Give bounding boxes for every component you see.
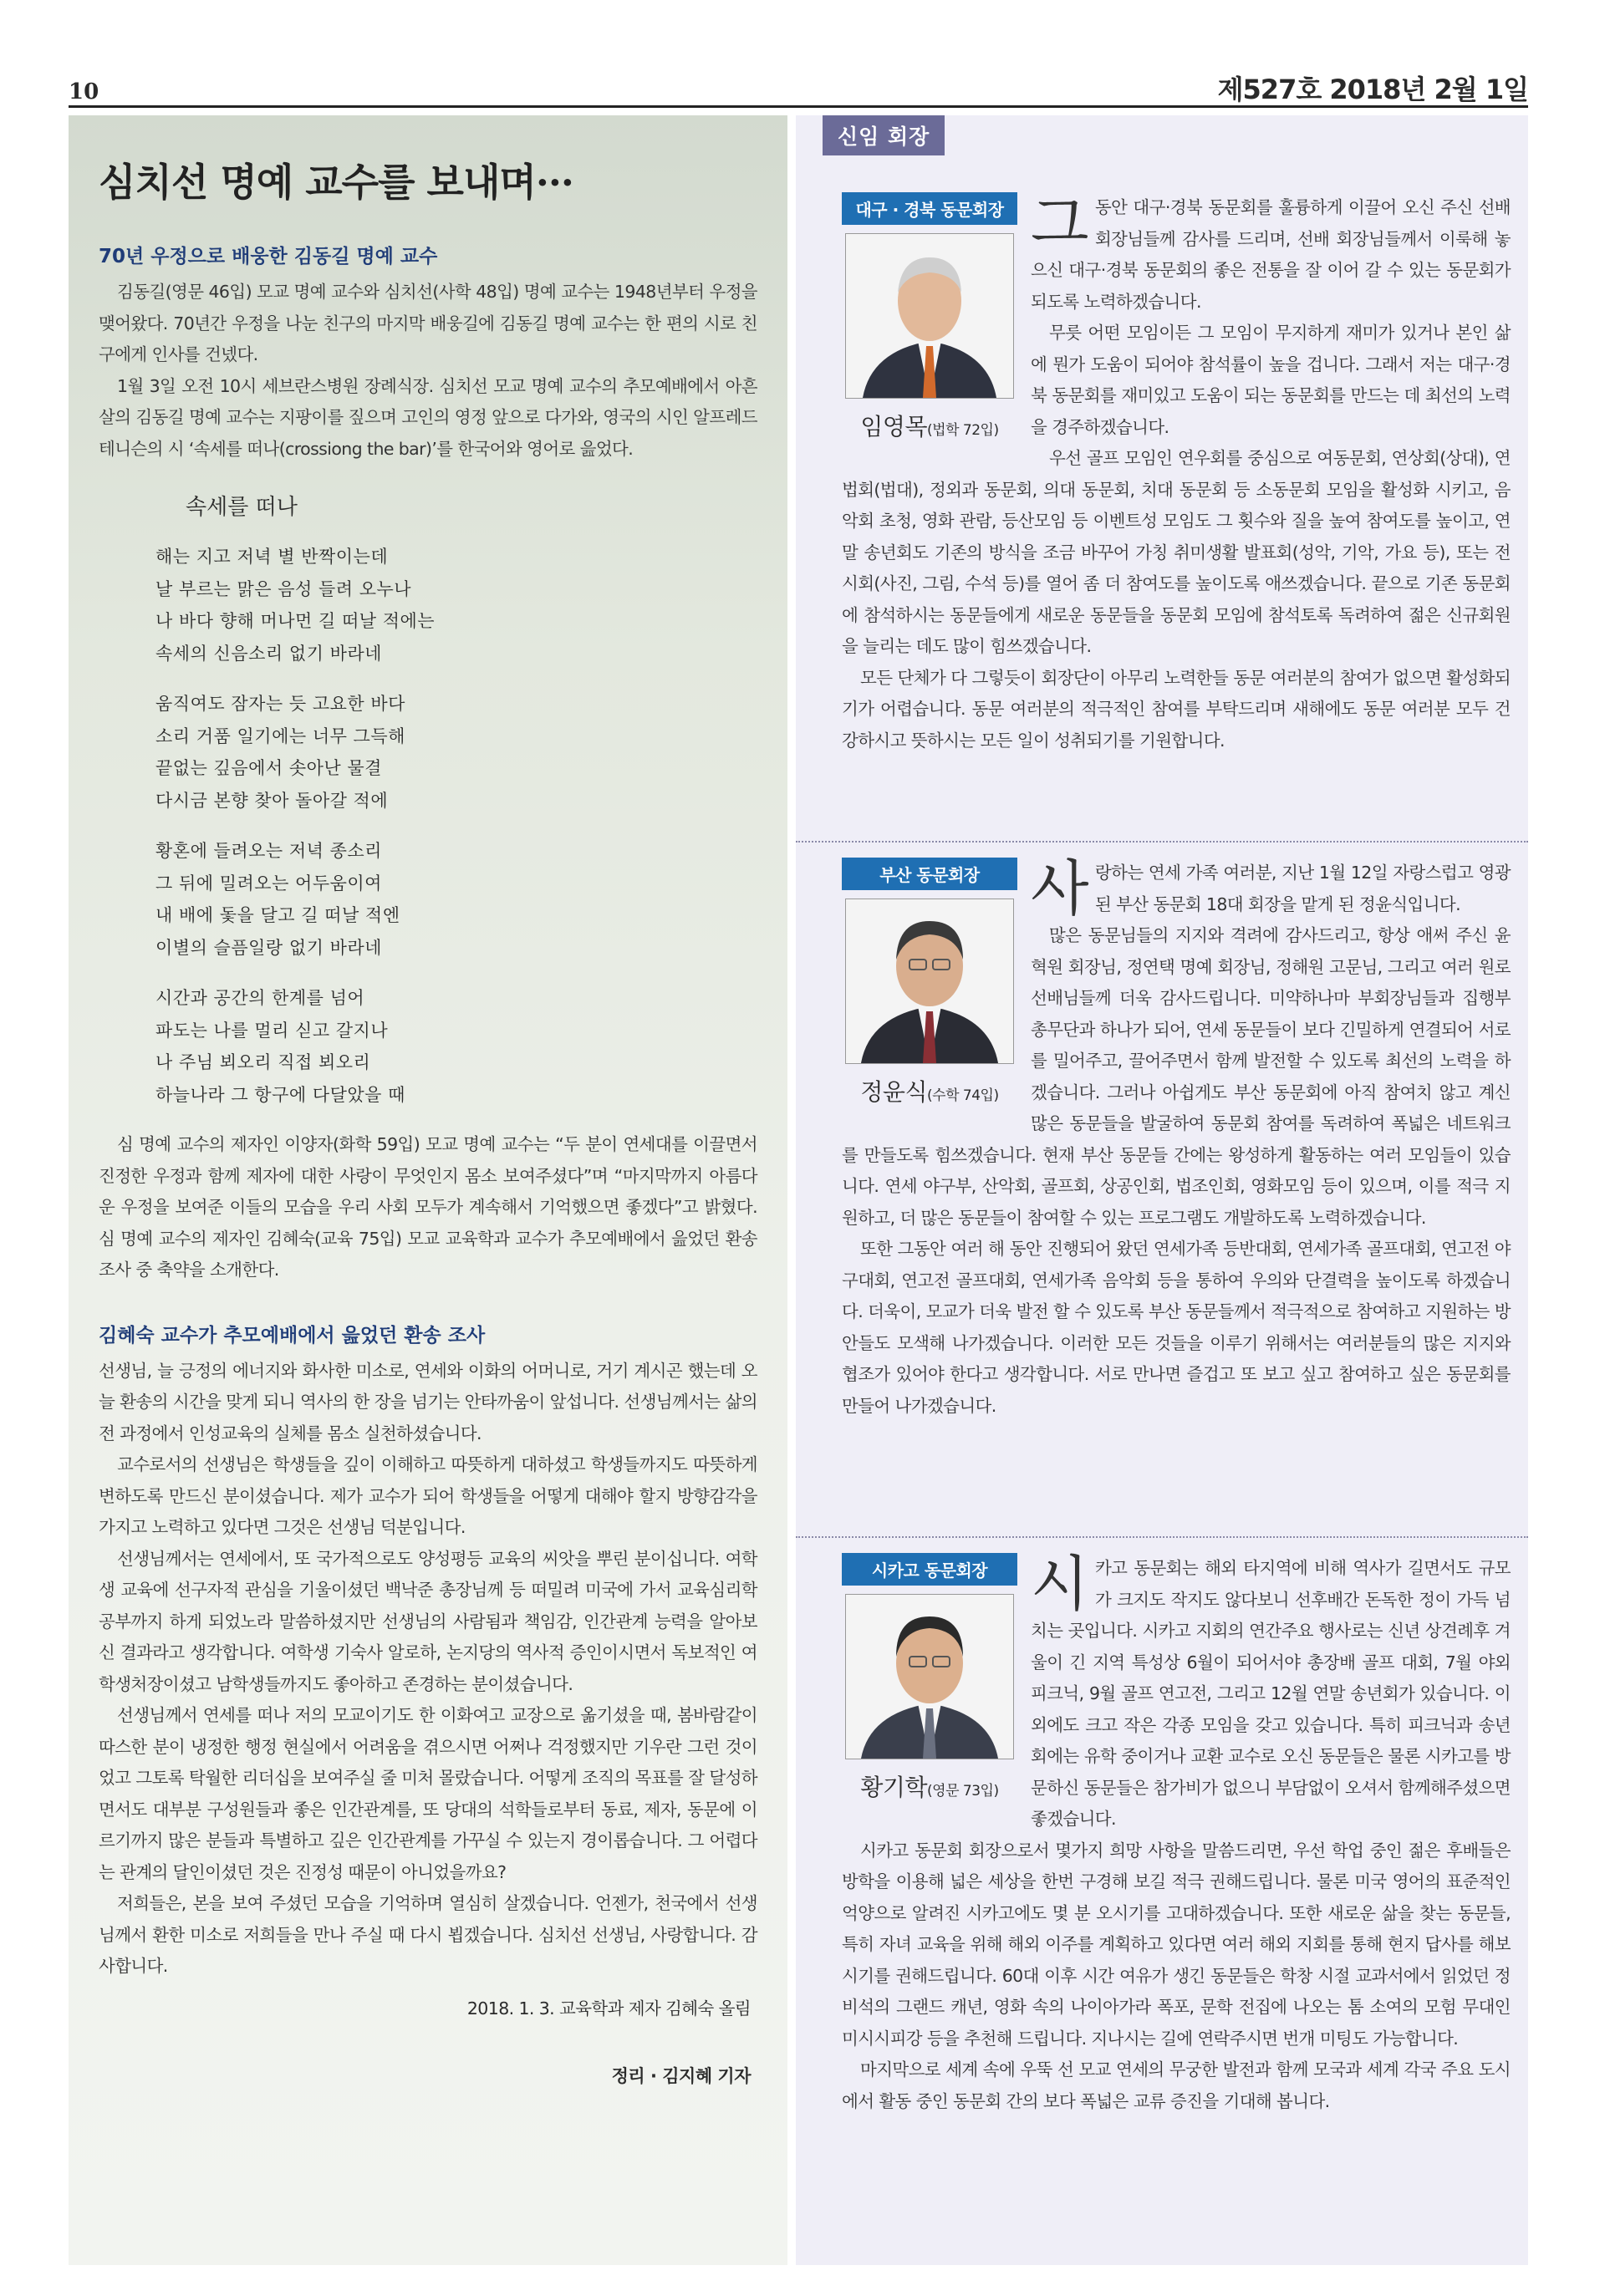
poem-line: 속세의 신음소리 없기 바라네	[155, 643, 382, 664]
article-paragraph: 또한 그동안 여러 해 동안 진행되어 왔던 연세가족 등반대회, 연세가족 골프대회, 연고전 야구대회, 연고전 골프대회, 연세가족 음악회 등을 통하여 우의와 단결력을 높이도록 하겠습니다. 더욱이, 모교가 더욱 발전 할 수 있도록 부산 동문들께서 적극적으로 참여하고 지원하는 방안들도 모색해 나가겠습니다. 이러한 모든 것들을 이루기 위해서는 여러분들의 많은 지지와 협조가 있어야 한다고 생각합니다. 서로 만나면 즐겁고 또 보고 싶고 참여하고 싶은 동문회를 만들어 나가겠습니다.	[842, 1239, 1511, 1416]
article-paragraph: 우선 골프 모임인 연우회를 중심으로 여동문회, 연상회(상대), 연법회(법대), 정외과 동문회, 의대 동문회, 치대 동문회 등 소동문회 모임을 활성화 시키고, 음악회 초청, 영화 관람, 등산모임 등 이벤트성 모임도 그 횟수와 질을 높여 참여도를 높이고, 연말 송년회도 기존의 방식을 조금 바꾸어 가칭 취미생활 발표회(성악, 기악, 가요 등), 또는 전시회(사진, 그림, 수석 등)를 열어 좀 더 참여도를 높이도록 애쓰겠습니다. 끝으로 기존 동문회에 참석하시는 동문들에게 새로운 동문들을 동문회 모임에 참석토록 독려하여 젊은 신규회원을 늘리는 데도 많이 힘쓰겠습니다.	[842, 448, 1511, 656]
person-meta: (영문 73입)	[927, 1783, 999, 1800]
after-poem-paragraph: 심 명예 교수의 제자인 이양자(화학 59입) 모교 명예 교수는 “두 분이 연세대를 이끌면서 진정한 우정과 함께 제자에 대한 사랑이 무엇인지 몸소 보여주셨다”며 “마지막까지 아름다운 우정을 보여준 이들의 모습을 우리 사회 모두가 계속해서 기억했으면 좋겠다”고 밝혔다. 심 명예 교수의 제자인 김혜숙(교육 75입) 모교 교육학과 교수가 추모예배에서 읊었던 환송 조사 중 축약을 소개한다.	[99, 1134, 757, 1280]
poem-stanza	[155, 688, 757, 817]
person-meta: (수학 74입)	[927, 1087, 999, 1104]
person-name-line	[842, 1769, 1017, 1803]
dropcap: 사	[1031, 853, 1088, 924]
poem-line: 황혼에 들려오는 저녁 종소리	[155, 841, 382, 861]
poem	[155, 490, 757, 1111]
person-name: 임영목	[860, 413, 928, 440]
poem-line: 파도는 나를 멀리 싣고 갈지나	[155, 1020, 389, 1041]
poem-line: 다시금 본향 찾아 돌아갈 적에	[155, 790, 389, 811]
poem-line: 날 부르는 맑은 음성 들려 오누나	[155, 578, 412, 599]
portrait-photo	[845, 1594, 1014, 1759]
reporter-credit: 정리 · 김지혜 기자	[611, 2065, 751, 2086]
paragraph-text: 동안 대구·경북 동문회를 훌륭하게 이끌어 오신 주신 선배 회장님들께 감사를 드리며, 선배 회장님들께서 이룩해 놓으신 대구·경북 동문회의 좋은 전통을 잘 이어 갈 수 있는 동문회가 되도록 노력하겠습니다.	[1031, 197, 1511, 312]
eulogy-paragraph: 저희들은, 본을 보여 주셨던 모습을 기억하며 열심히 살겠습니다. 언젠가, 천국에서 선생님께서 환한 미소로 저희들을 만나 주실 때 다시 뵙겠습니다. 심치선 선생님, 사랑합니다. 감사합니다.	[99, 1893, 757, 1976]
article-busan	[842, 853, 1511, 1422]
poem-line: 해는 지고 저녁 별 반짝이는데	[155, 547, 389, 567]
paragraph-text: 카고 동문회는 해외 타지역에 비해 역사가 길면서도 규모가 크지도 작지도 않다보니 선후배간 돈독한 정이 가득 넘치는 곳입니다. 시카고 지회의 연간주요 행사로는 신년 상견례후 겨울이 긴 지역 특성상 6월이 되어서야 총장배 골프 대회, 7월 야외 피크닉, 9월 골프 연고전, 그리고 12월 연말 송년회가 있습니다. 이외에도 크고 작은 각종 모임을 갖고 있습니다. 특히 피크닉과 송년회에는 유학 중이거나 교환 교수로 오신 동문들은 물론 시카고를 방문하신 동문들은 참가비가 없으니 부담없이 오셔서 함께해주셨으면 좋겠습니다.	[1031, 1558, 1511, 1829]
section-tag: 신임 회장	[823, 115, 945, 155]
poem-line: 나 바다 향해 머나먼 길 떠날 적에는	[155, 611, 436, 631]
issue-date: 제527호 2018년 2월 1일	[1217, 74, 1528, 105]
article-paragraph: 많은 동문님들의 지지와 격려에 감사드리고, 항상 애써 주신 윤혁원 회장님, 정연택 명예 회장님, 정해원 고문님, 그리고 여러 원로 선배님들께 더욱 감사드립니다. 미약하나마 부회장님들과 집행부 총무단과 하나가 되어, 연세 동문들이 보다 긴밀하게 연결되어 서로를 밀어주고, 끌어주면서 함께 발전할 수 있도록 최선의 노력을 하겠습니다. 그러나 아쉽게도 부산 동문회에 아직 참여치 않고 계신 많은 동문들을 발굴하여 동문회 참여를 독려하여 폭넓은 네트워크를 만들도록 힘쓰겠습니다. 현재 부산 동문들 간에는 왕성하게 활동하는 여러 모임들이 있습니다. 연세 야구부, 산악회, 골프회, 상공인회, 법조인회, 영화모임 등이 있으며, 이를 적극 지원하고, 더 많은 동문들이 참여할 수 있는 프로그램도 개발하도록 노력하겠습니다.	[842, 925, 1511, 1228]
poem-line: 끝없는 깊음에서 솟아난 물결	[155, 758, 382, 778]
article-paragraph: 시카고 동문회 회장으로서 몇가지 희망 사항을 말씀드리면, 우선 학업 중인 젊은 후배들은 방학을 이용해 넓은 세상을 한번 구경해 보길 적극 권해드립니다. 물론 미국 영어의 표준적인 억양으로 알려진 시카고에도 몇 분 오시기를 고대하겠습니다. 또한 새로운 삶을 찾는 동문들, 특히 자녀 교육을 위해 해외 이주를 계획하고 있다면 여러 해외 지회를 통해 현지 답사를 해보시기를 권해드립니다. 60대 이후 시간 여유가 생긴 동문들은 학창 시절 교과서에서 읽었던 정비석의 그랜드 캐년, 영화 속의 나이아가라 폭포, 문학 전집에 나오는 톰 소여의 모험 무대인 미시시피강 등을 추천해 드립니다. 지나시는 길에 연락주시면 번개 미팅도 가능합니다.	[842, 1840, 1511, 2049]
profile-box	[842, 192, 1017, 442]
profile-box	[842, 1553, 1017, 1803]
header-rule	[69, 105, 1528, 108]
poem-line: 하늘나라 그 항구에 다달았을 때	[155, 1084, 405, 1105]
poem-stanza	[155, 982, 757, 1111]
paragraph-text: 랑하는 연세 가족 여러분, 지난 1월 12일 자랑스럽고 영광된 부산 동문회 18대 회장을 맡게 된 정윤식입니다.	[1094, 863, 1511, 914]
person-name-line	[842, 1074, 1017, 1107]
eulogy-paragraph: 선생님께서는 연세에서, 또 국가적으로도 양성평등 교육의 씨앗을 뿌린 분이십니다. 여학생 교육에 선구자적 관심을 기울이셨던 백낙준 총장님께 등 떠밀려 미국에 가서 교육심리학 공부까지 하게 되었노라 말씀하셨지만 선생님의 사람됨과 책임감, 인간관계 능력을 알아보신 결과라고 생각합니다. 여학생 기숙사 알로하, 논지당의 역사적 증인이시면서 독보적인 여학생처장이셨고 남학생들까지도 좋아하고 존경하는 분이셨습니다.	[99, 1548, 757, 1694]
portrait-photo	[845, 899, 1014, 1064]
poem-line: 움직여도 잠자는 듯 고요한 바다	[155, 694, 405, 714]
branch-badge: 시카고 동문회장	[842, 1553, 1017, 1586]
intro-paragraph: 1월 3일 오전 10시 세브란스병원 장례식장. 심치선 모교 명예 교수의 추모예배에서 아흔 살의 김동길 명예 교수는 지팡이를 짚으며 고인의 영정 앞으로 다가와, 영국의 시인 알프레드 테니슨의 시 ‘속세를 떠나(crossiong the bar)’를 한국어와 영어로 읊었다.	[99, 375, 757, 459]
dropcap: 그	[1031, 188, 1088, 258]
eulogy-paragraph: 선생님께서 연세를 떠나 저의 모교이기도 한 이화여고 교장으로 옮기셨을 때, 봄바람같이 따스한 분이 냉정한 행정 현실에서 어려움을 겪으시면 어쩌나 걱정했지만 기우란 그런 것이었고 그토록 탁월한 리더십을 보여주실 줄 미처 몰랐습니다. 어떻게 조직의 목표를 잘 달성하면서도 대부분 구성원들과 좋은 인간관계를, 또 당대의 석학들로부터 동료, 제자, 동문에 이르기까지 많은 분들과 특별하고 깊은 인간관계를 가꾸실 수 있는지 경이롭습니다. 그 어렵다는 관계의 달인이셨던 것은 진정성 때문이 아니었을까요?	[99, 1705, 757, 1882]
poem-line: 시간과 공간의 한계를 넘어	[155, 988, 365, 1008]
profile-box	[842, 858, 1017, 1107]
branch-badge: 부산 동문회장	[842, 858, 1017, 890]
poem-stanza	[155, 541, 757, 669]
person-name: 정윤식	[860, 1078, 928, 1106]
poem-line: 소리 거품 일기에는 너무 그득해	[155, 725, 405, 746]
eulogy-signature: 2018. 1. 3. 교육학과 제자 김혜숙 올림	[466, 1998, 751, 2019]
poem-line: 내 배에 돛을 달고 길 떠날 적엔	[155, 905, 400, 925]
dropcap: 시	[1031, 1549, 1088, 1619]
poem-line: 나 주님 뵈오리 직접 뵈오리	[155, 1052, 371, 1072]
memorial-article	[69, 115, 787, 2265]
article-paragraph: 모든 단체가 다 그렇듯이 회장단이 아무리 노력한들 동문 여러분의 참여가 없으면 활성화되기가 어렵습니다. 동문 여러분의 적극적인 참여를 부탁드리며 새해에도 동문 여러분 모두 건강하시고 뜻하시는 모든 일이 성취되기를 기원합니다.	[842, 667, 1511, 751]
new-presidents-section	[796, 115, 1528, 2265]
poem-line: 이별의 슬픔일랑 없기 바라네	[155, 937, 382, 958]
article-divider	[796, 841, 1528, 843]
article-divider	[796, 1536, 1528, 1538]
article-daegu	[842, 188, 1511, 756]
intro-paragraph: 김동길(영문 46입) 모교 명예 교수와 심치선(사학 48입) 명예 교수는 1948년부터 우정을 맺어왔다. 70년간 우정을 나눈 친구의 마지막 배웅길에 김동길 명예 교수는 한 편의 시로 친구에게 인사를 건넸다.	[99, 282, 757, 364]
subhead-friendship: 70년 우정으로 배웅한 김동길 명예 교수	[99, 246, 438, 267]
subhead-eulogy: 김혜숙 교수가 추모예배에서 읊었던 환송 조사	[99, 1324, 486, 1347]
poem-line: 그 뒤에 밀려오는 어두움이여	[155, 873, 382, 893]
article-chicago	[842, 1549, 1511, 2117]
person-name: 황기학	[860, 1774, 928, 1801]
poem-title: 속세를 떠나	[186, 495, 298, 520]
portrait-photo	[845, 233, 1014, 399]
eulogy-paragraph: 교수로서의 선생님은 학생들을 깊이 이해하고 따뜻하게 대하셨고 학생들까지도 따뜻하게 변하도록 만드신 분이셨습니다. 제가 교수가 되어 학생들을 어떻게 대해야 할지 방향감각을 가지고 노력하고 있다면 그것은 선생님 덕분입니다.	[99, 1454, 757, 1537]
article-title: 심치선 명예 교수를 보내며···	[99, 160, 573, 205]
page-number: 10	[69, 79, 99, 104]
poem-stanza	[155, 835, 757, 964]
article-paragraph: 마지막으로 세계 속에 우뚝 선 모교 연세의 무궁한 발전과 함께 모국과 세계 각국 주요 도시에서 활동 중인 동문회 간의 보다 폭넓은 교류 증진을 기대해 봅니다.	[842, 2059, 1511, 2111]
person-name-line	[842, 409, 1017, 442]
branch-badge: 대구 · 경북 동문회장	[842, 192, 1017, 225]
article-paragraph: 무릇 어떤 모임이든 그 모임이 무지하게 재미가 있거나 본인 삶에 뭔가 도움이 되어야 참석률이 높을 겁니다. 그래서 저는 대구·경북 동문회를 재미있고 도움이 되는 동문회를 만드는 데 최선의 노력을 경주하겠습니다.	[1031, 323, 1511, 437]
person-meta: (법학 72입)	[927, 422, 999, 439]
eulogy-paragraph: 선생님, 늘 긍정의 에너지와 화사한 미소로, 연세와 이화의 어머니로, 거기 계시곤 했는데 오늘 환송의 시간을 맞게 되니 역사의 한 장을 넘기는 안타까움이 앞섭니다. 선생님께서는 삶의 전 과정에서 인성교육의 실체를 몸소 실천하셨습니다.	[99, 1360, 757, 1443]
